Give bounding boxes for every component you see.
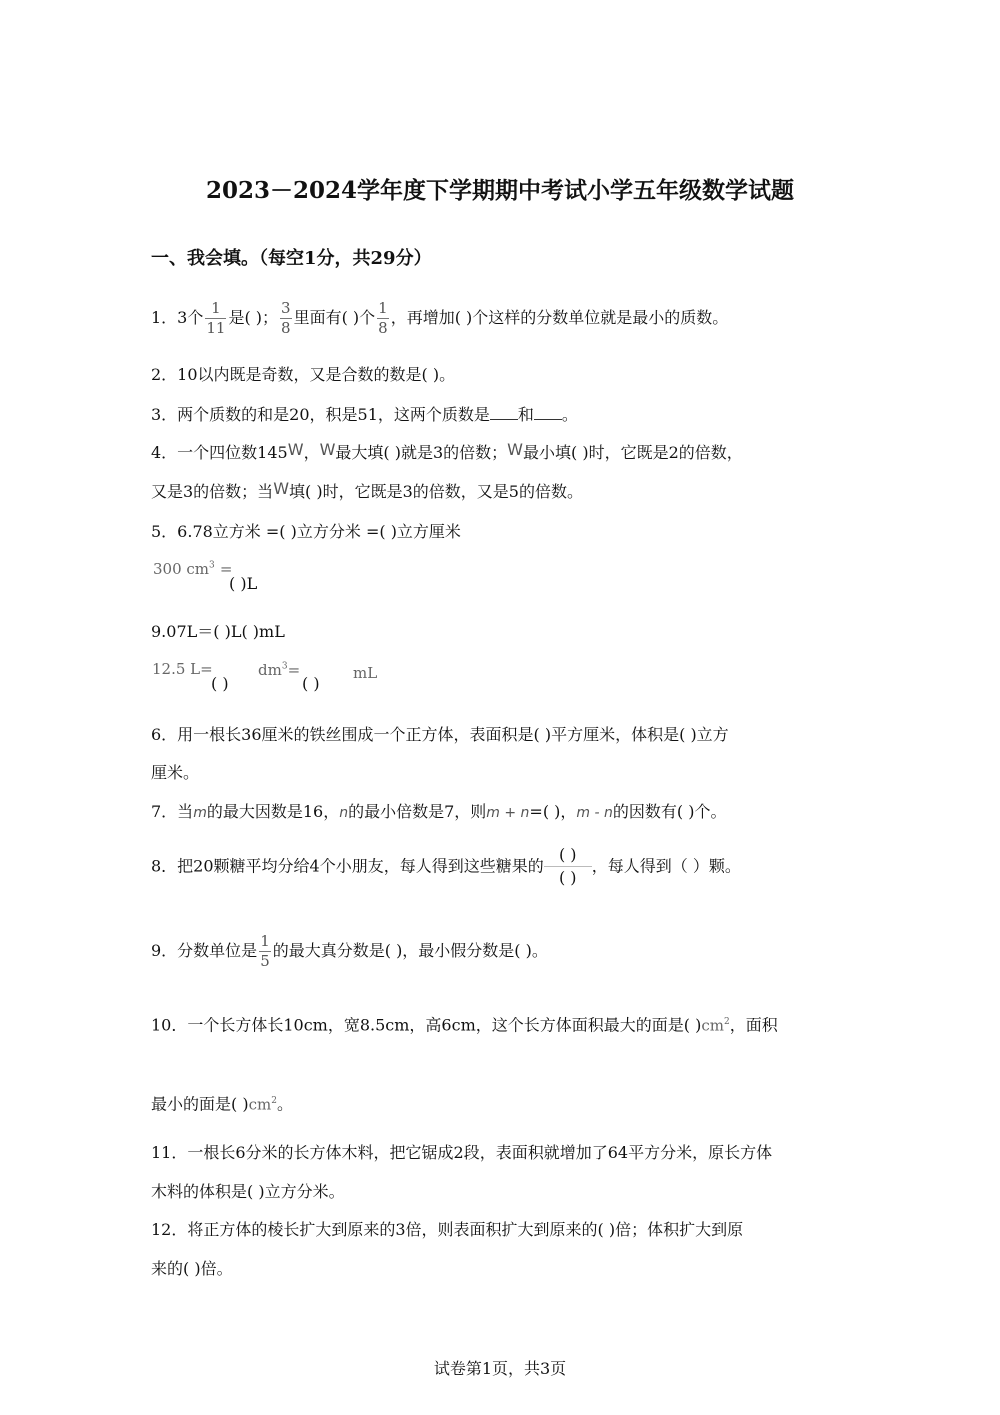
question-6-line-2: 厘米。 (151, 763, 200, 782)
variable-w: W (287, 440, 304, 459)
question-5-ml: mL (353, 664, 378, 682)
question-5-liters-answer: ( )L (229, 574, 258, 593)
question-10-line-1: 10．一个长方体长10cm，宽8.5cm，高6cm，这个长方体面积最大的面是( )$cm^2$，面积 (151, 1015, 778, 1035)
question-4-line-2: 又是3的倍数；当W填( )时，它既是3的倍数，又是5的倍数。 (151, 479, 583, 501)
fraction-3-8: $\frac{3}{8}$ (281, 299, 291, 337)
question-5-dm3: $dm^3=$ (258, 661, 301, 679)
question-4-line-1: 4．一个四位数145W，W最大填( )就是3的倍数；W最小填( )时，它既是2的倍数， (151, 440, 743, 462)
question-12-line-1: 12．将正方体的棱长扩大到原来的3倍，则表面积扩大到原来的( )倍；体积扩大到原 (151, 1220, 744, 1239)
variable-w: W (319, 440, 336, 459)
question-1: 1．3个 $\frac{1}{11}$ 是( )； $\frac{3}{8}$ 里面有( )个 $\frac{1}{8}$ ，再增加( )个这样的分数单位就是最小的质数。 (151, 299, 729, 337)
answer-blank[interactable]: ( ) (211, 674, 229, 693)
question-8: 8．把20颗糖平均分给4个小朋友，每人得到这些糖果的 ( ) ( ) ，每人得到（ ）颗。 (151, 845, 741, 887)
page-footer: 试卷第1页，共3页 (433, 1359, 567, 1378)
question-3: 3．两个质数的和是20，积是51，这两个质数是 和 。 (151, 405, 578, 424)
question-6-line-1: 6．用一根长36厘米的铁丝围成一个正方体，表面积是( )平方厘米，体积是( )立方 (151, 725, 729, 744)
variable-w: W (507, 440, 523, 459)
question-5-line-3: 9.07L＝( )L( )mL (151, 622, 285, 641)
page-title: 2023－2024学年度下学期期中考试小学五年级数学试题 (205, 177, 795, 204)
answer-blank[interactable] (534, 405, 562, 420)
answer-blank[interactable] (490, 405, 518, 420)
section-heading: 一、我会填。（每空1分，共29分） (151, 248, 432, 269)
question-5-line-1: 5．6.78立方米 =( )立方分米 =( )立方厘米 (151, 522, 461, 541)
question-7: 7．当m的最大因数是16，n的最小倍数是7，则m + n=( )，m - n的因数有( )个。 (151, 802, 727, 821)
question-9: 9．分数单位是 $\frac{1}{5}$ 的最大真分数是( )，最小假分数是( )。 (151, 932, 548, 970)
question-11-line-2: 木料的体积是( )立方分米。 (151, 1182, 345, 1201)
question-12-line-2: 来的( )倍。 (151, 1259, 233, 1278)
variable-w: W (273, 479, 290, 498)
question-10-line-2: 最小的面是( )$cm^2$。 (151, 1094, 293, 1114)
question-5-line-4-label: 12.5 L= (152, 660, 213, 678)
question-11-line-1: 11．一根长6分米的长方体木料，把它锯成2段，表面积就增加了64平方分米，原长方体 (151, 1143, 773, 1162)
fraction-1-5: $\frac{1}{5}$ (260, 932, 270, 970)
answer-blank[interactable]: ( ) (302, 674, 320, 693)
fraction-1-8: $\frac{1}{8}$ (378, 299, 388, 337)
fraction-blank[interactable]: ( ) ( ) (544, 844, 592, 889)
question-5-cm3: 300 $cm^3$ = (153, 560, 233, 578)
question-2: 2．10以内既是奇数，又是合数的数是( )。 (151, 365, 456, 384)
fraction-1-11: $\frac{1}{11}$ (206, 299, 226, 337)
